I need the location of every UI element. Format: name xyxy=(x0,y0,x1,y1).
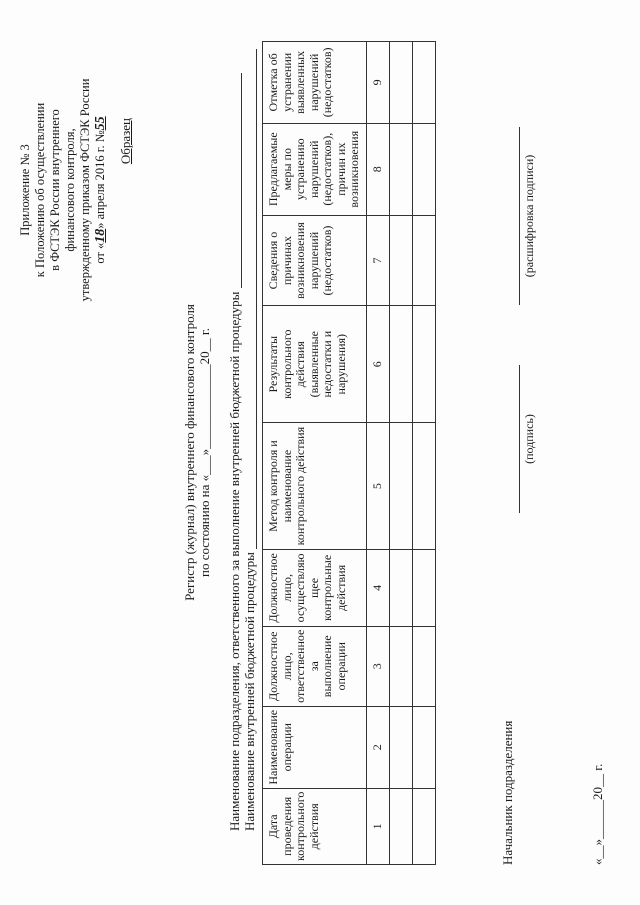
column-header: Наименование операции xyxy=(263,706,367,788)
column-number: 4 xyxy=(366,550,389,627)
table-cell xyxy=(389,306,412,423)
column-number: 8 xyxy=(366,123,389,215)
sample-label: Образец xyxy=(118,118,133,165)
column-header: Метод контроля и наименование контрольного действия xyxy=(263,423,367,550)
column-number: 5 xyxy=(366,423,389,550)
appendix-date-line xyxy=(93,40,108,340)
column-number: 3 xyxy=(366,626,389,706)
column-number: 2 xyxy=(366,706,389,788)
title-date-line: по состоянию на «___»_____________20__ г. xyxy=(197,327,212,578)
column-number: 9 xyxy=(366,42,389,124)
table-cell xyxy=(412,788,435,864)
column-header: Отметка об устранении выявленных нарушений (недостатков) xyxy=(263,42,367,124)
table-cell xyxy=(412,306,435,423)
procedure-label: Наименование внутренней бюджетной процедуры xyxy=(242,552,257,831)
table-cell xyxy=(412,550,435,627)
table-cell xyxy=(412,423,435,550)
appendix-line: утвержденному приказом ФСТЭК России xyxy=(78,78,92,302)
title-line: Регистр (журнал) внутреннего финансового контроля xyxy=(182,304,197,601)
column-header: Должностное лицо, ответственное за выполнение операции xyxy=(263,626,367,706)
table-cell xyxy=(412,215,435,306)
table-row xyxy=(412,42,435,865)
column-header: Результаты контрольного действия (выявленные недостатки и нарушения) xyxy=(263,306,367,423)
appendix-block xyxy=(18,40,108,340)
signature-line xyxy=(518,365,520,513)
column-header: Сведения о причинах возникновения нарушений (недостатков) xyxy=(263,215,367,306)
table-cell xyxy=(412,123,435,215)
column-number: 6 xyxy=(366,306,389,423)
appendix-line: Приложение № 3 xyxy=(18,144,32,236)
table-cell xyxy=(412,626,435,706)
department-head-label: Начальник подразделения xyxy=(500,720,515,865)
register-title xyxy=(182,0,212,905)
handwritten-day: 18 xyxy=(93,228,108,243)
appendix-line: финансового контроля, xyxy=(63,128,77,252)
signature-caption: (подпись) xyxy=(522,414,536,464)
table-cell xyxy=(389,626,412,706)
column-header: Должностное лицо, осуществляю щее контрольные действия xyxy=(263,550,367,627)
column-header: Дата проведения контрольного действия xyxy=(263,788,367,864)
table-cell xyxy=(389,42,412,124)
footer-date: «__»______20__ г. xyxy=(590,763,605,865)
table-cell xyxy=(389,215,412,306)
department-label: Наименование подразделения, ответственного за выполнение внутренней бюджетной процедуры xyxy=(227,291,242,831)
table-cell xyxy=(412,42,435,124)
table-cell xyxy=(389,423,412,550)
table-cell xyxy=(412,706,435,788)
signature-decode-caption: (расшифровка подписи) xyxy=(522,154,536,278)
register-table xyxy=(262,41,436,865)
handwritten-order-number: 55 xyxy=(93,116,108,131)
table-cell xyxy=(389,788,412,864)
column-number: 7 xyxy=(366,215,389,306)
appendix-date-mid: » апреля 2016 г. № xyxy=(93,130,107,229)
table-cell xyxy=(389,123,412,215)
column-number-row xyxy=(366,42,389,865)
appendix-line: в ФСТЭК России внутреннего xyxy=(48,109,62,271)
appendix-line: к Положению об осуществлении xyxy=(33,102,47,278)
procedure-fill-line xyxy=(256,49,257,549)
signature-decode-line xyxy=(518,127,520,305)
table-cell xyxy=(389,550,412,627)
department-field xyxy=(227,41,242,831)
table-header-row xyxy=(263,42,367,865)
table-cell xyxy=(389,706,412,788)
appendix-date-prefix: от « xyxy=(93,242,107,264)
column-number: 1 xyxy=(366,788,389,864)
column-header: Предлагаемые меры по устранению нарушений (недостатков), причин их возникновения xyxy=(263,123,367,215)
procedure-field xyxy=(242,41,257,831)
table-row xyxy=(389,42,412,865)
